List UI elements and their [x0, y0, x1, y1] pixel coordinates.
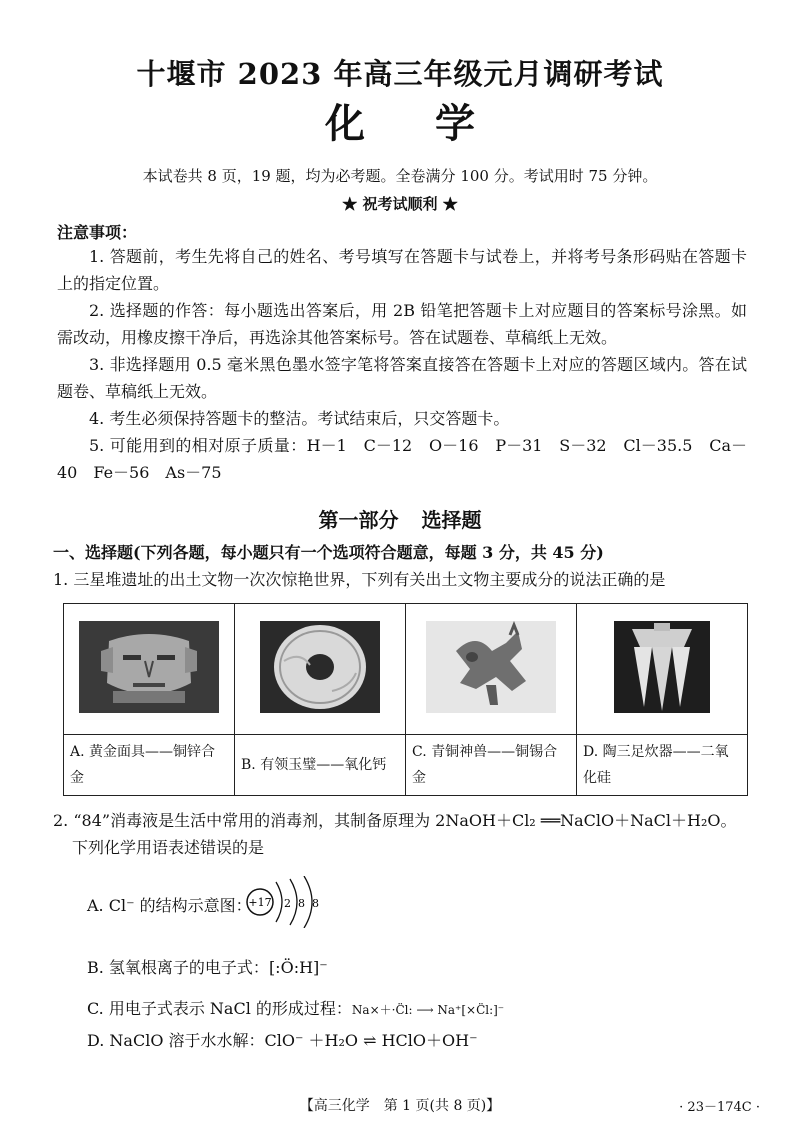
- q2-option-b-text: B. 氢氧根离子的电子式：: [87, 958, 269, 977]
- notice-item-1: 1. 答题前，考生先将自己的姓名、考号填写在答题卡与试卷上，并将考号条形码贴在答题卡上的指定位置。: [57, 247, 747, 293]
- good-luck-line: ★ 祝考试顺利 ★: [342, 195, 458, 213]
- question-2-stem-line1: 2. “84”消毒液是生活中常用的消毒剂，其制备原理为 2NaOH＋Cl₂ ══NaClO＋NaCl＋H₂O。: [53, 811, 737, 830]
- q2-option-a: [87, 893, 252, 916]
- exam-title: 十堰市 2023 年高三年级元月调研考试: [136, 57, 664, 91]
- shell-2-count: 8: [298, 897, 305, 910]
- exam-intro: 本试卷共 8 页，19 题，均为必考题。全卷满分 100 分。考试用时 75 分钟。: [142, 167, 658, 185]
- question-1-stem: 1. 三星堆遗址的出土文物一次次惊艳世界，下列有关出土文物主要成分的说法正确的是: [53, 570, 666, 589]
- question-1-options-table: [63, 603, 748, 796]
- q2-option-c: [87, 996, 504, 1019]
- gold-mask-image: [79, 621, 219, 713]
- q2-option-a-text: A. Cl⁻ 的结构示意图：: [87, 896, 252, 915]
- part-one-label: 第一部分: [318, 508, 399, 532]
- bronze-beast-image: [426, 621, 556, 713]
- option-b-label: B. 有领玉璧——氧化钙: [235, 735, 406, 796]
- option-d-label: D. 陶三足炊器——二氧化硅: [577, 735, 748, 796]
- jade-disc-image: [260, 621, 380, 713]
- shell-1-count: 2: [284, 897, 291, 910]
- question-2-stem-line2: 下列化学用语表述错误的是: [72, 838, 265, 857]
- notice-item-5: 5. 可能用到的相对原子质量：H－1 C－12 O－16 P－31 S－32 Cl－35.5 Ca－40 Fe－56 As－75: [57, 436, 747, 482]
- q2-option-b: [87, 955, 328, 978]
- artifact-cell-a: [64, 604, 235, 735]
- chloride-ion-structure-diagram: [244, 876, 324, 928]
- exam-code: · 23－174C ·: [679, 1100, 760, 1115]
- artifact-cell-b: [235, 604, 406, 735]
- option-c-label: C. 青铜神兽——铜锡合金: [406, 735, 577, 796]
- section-instruction: 一、选择题(下列各题，每小题只有一个选项符合题意，每题 3 分，共 45 分): [53, 543, 604, 562]
- subject-title: 化学: [325, 100, 545, 147]
- option-a-label: A. 黄金面具——铜锌合金: [64, 735, 235, 796]
- part-one-title: [0, 504, 800, 533]
- notice-item-4: 4. 考生必须保持答题卡的整洁。考试结束后，只交答题卡。: [89, 409, 510, 428]
- notice-item-3: 3. 非选择题用 0.5 毫米黑色墨水签字笔将答案直接答在答题卡上对应的答题区域内。答在试题卷、草稿纸上无效。: [57, 355, 747, 401]
- nucleus-charge: +17: [248, 896, 272, 909]
- notice-item-2: 2. 选择题的作答：每小题选出答案后，用 2B 铅笔把答题卡上对应题目的答案标号涂黑。如需改动，用橡皮擦干净后，再选涂其他答案标号。答在试题卷、草稿纸上无效。: [57, 301, 747, 347]
- hydroxide-electron-formula: [:Ö:H]⁻: [268, 958, 328, 977]
- page-footer: 【高三化学 第 1 页(共 8 页)】: [299, 1098, 501, 1114]
- notice-heading: 注意事项：: [57, 223, 138, 242]
- artifact-cell-c: [406, 604, 577, 735]
- pottery-tripod-image: [614, 621, 710, 713]
- q2-option-c-text: C. 用电子式表示 NaCl 的形成过程：: [87, 999, 352, 1018]
- artifact-cell-d: [577, 604, 748, 735]
- part-one-type: 选择题: [421, 508, 482, 532]
- q2-option-d: D. NaClO 溶于水水解：ClO⁻ ＋H₂O ⇌ HClO＋OH⁻: [87, 1031, 478, 1050]
- shell-3-count: 8: [312, 897, 319, 910]
- nacl-formation-formula: Na×＋·C̈l: ⟶ Na⁺[×C̈l:]⁻: [351, 1003, 505, 1017]
